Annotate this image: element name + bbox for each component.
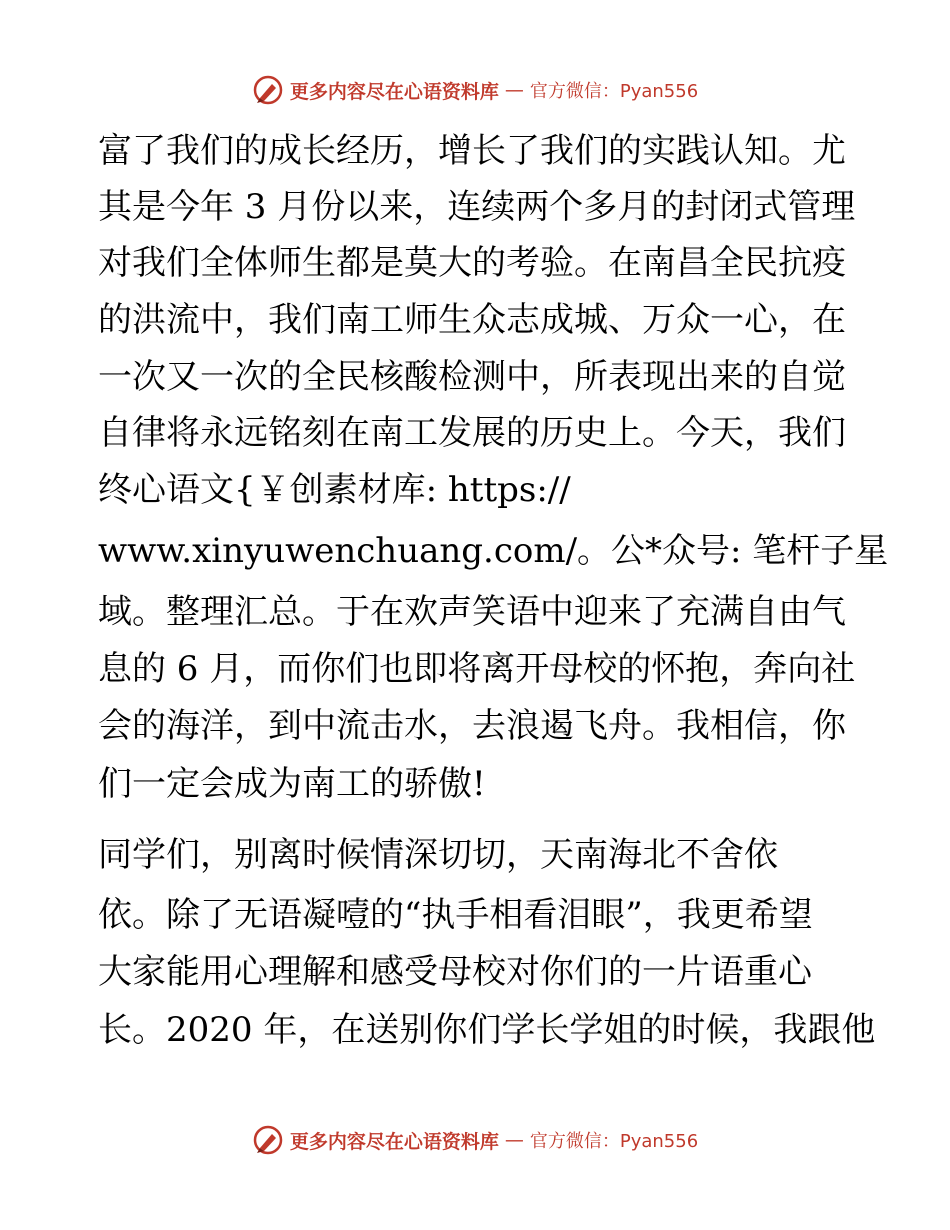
body-line: 富了我们的成长经历，增长了我们的实践认知。尤 <box>98 131 846 171</box>
body-line: 终心语文{￥创素材库: https:// <box>98 470 571 510</box>
body-line: 们一定会成为南工的骄傲! <box>98 764 486 804</box>
body-line: 一次又一次的全民核酸检测中，所表现出来的自觉 <box>98 357 846 397</box>
header-wechat-text: 官方微信：Pyan556 <box>529 81 699 102</box>
body-line: 息的 6 月，而你们也即将离开母校的怀抱，奔向社 <box>98 649 856 689</box>
body-line: 会的海洋，到中流击水，去浪遏飞舟。我相信，你 <box>98 706 846 746</box>
body-line: 自律将永远铭刻在南工发展的历史上。今天，我们 <box>98 413 846 453</box>
footer-separator: — <box>504 1129 524 1151</box>
footer-banner <box>0 1120 950 1160</box>
body-line: 域。整理汇总。于在欢声笑语中迎来了充满自由气 <box>98 592 846 632</box>
footer-brand-text: 更多内容尽在心语资料库 <box>289 1130 499 1153</box>
body-line: 大家能用心理解和感受母校对你们的一片语重心 <box>98 952 812 992</box>
header-separator: — <box>504 79 524 101</box>
body-line: 长。2020 年，在送别你们学长学姐的时候，我跟他 <box>98 1010 876 1050</box>
pen-logo-icon <box>252 1124 284 1156</box>
footer-wechat-text: 官方微信：Pyan556 <box>529 1131 699 1152</box>
body-line: 的洪流中，我们南工师生众志成城、万众一心，在 <box>98 300 846 340</box>
body-line: www.xinyuwenchuang.com/。公*众号: 笔杆子星 <box>98 531 889 571</box>
header-banner <box>0 70 950 110</box>
header-brand-text: 更多内容尽在心语资料库 <box>289 80 499 103</box>
body-line: 其是今年 3 月份以来，连续两个多月的封闭式管理 <box>98 187 856 227</box>
body-line: 对我们全体师生都是莫大的考验。在南昌全民抗疫 <box>98 243 846 283</box>
body-line: 同学们，别离时候情深切切，天南海北不舍依 <box>98 835 778 875</box>
pen-logo-icon <box>252 74 284 106</box>
body-line: 依。除了无语凝噎的“执手相看泪眼”，我更希望 <box>98 895 813 935</box>
